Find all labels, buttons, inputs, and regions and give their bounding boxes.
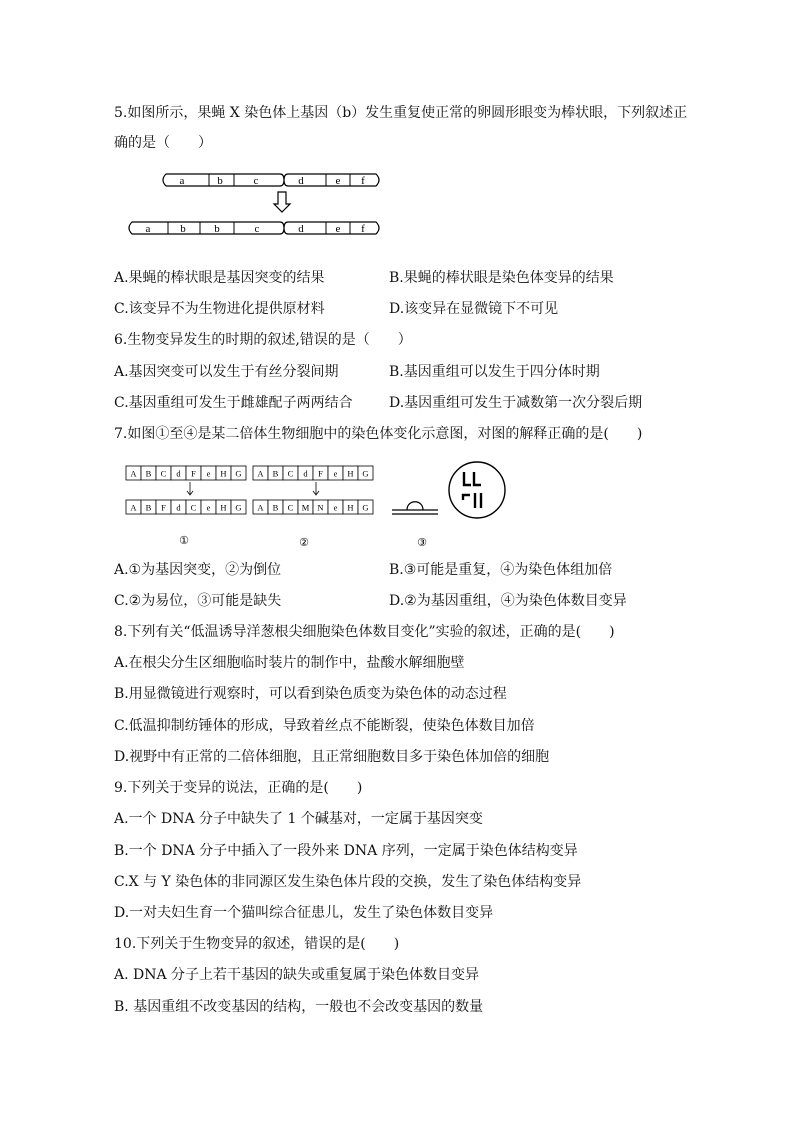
- q7-fig1-top-row: [126, 466, 246, 480]
- q7-fig1-bottom-box-label: G: [235, 502, 242, 513]
- q7-fig2-bottom-box-label: e: [333, 502, 338, 513]
- q7-fig1-top-box-label: C: [160, 468, 167, 479]
- q5-chromosome-figure: [120, 166, 385, 240]
- q7-fig1-top-box-label: e: [206, 468, 211, 479]
- q8-option-a: A.在根尖分生区细胞临时装片的制作中，盐酸水解细胞壁: [114, 655, 465, 671]
- q7-figure: [120, 458, 515, 548]
- q6-option-a: A.基因突变可以发生于有丝分裂间期: [114, 364, 339, 380]
- q10-option-a: A. DNA 分子上若干基因的缺失或重复属于染色体数目变异: [114, 967, 480, 983]
- q7-fig2-top-box-label: G: [362, 468, 369, 479]
- q9-option-a: A.一个 DNA 分子中缺失了 1 个碱基对，一定属于基因突变: [114, 811, 483, 827]
- q7-fig2-arrow: [313, 482, 319, 495]
- q6-stem: 6.生物变异发生的时期的叙述,错误的是（ ）: [114, 332, 412, 348]
- q5-bottom-gene-b1: b: [180, 223, 186, 235]
- q7-fig2-bottom-box-label: N: [317, 502, 324, 513]
- q9-stem: 9.下列关于变异的说法，正确的是( ): [114, 780, 363, 796]
- q5-option-a: A.果蝇的棒状眼是基因突变的结果: [114, 270, 325, 286]
- q7-fig2-top-box-label: F: [318, 468, 323, 479]
- q7-label-3: ③: [417, 537, 427, 548]
- q5-bottom-gene-f: f: [361, 223, 365, 235]
- q7-fig3-loop-diagram: [392, 502, 438, 514]
- q7-fig2-top-box-label: B: [272, 468, 279, 479]
- q5-top-gene-a: a: [179, 175, 185, 187]
- q9-option-d: D.一对夫妇生育一个猫叫综合征患儿，发生了染色体数目变异: [114, 905, 494, 921]
- q5-bottom-gene-d: d: [298, 223, 304, 235]
- q7-fig1-bottom-box-label: A: [130, 502, 137, 513]
- q7-fig2-bottom-row: [253, 500, 373, 514]
- q5-bottom-gene-a: a: [145, 223, 151, 235]
- q10-option-b: B. 基因重组不改变基因的结构，一般也不会改变基因的数量: [114, 999, 484, 1015]
- q6-option-d: D.基因重组可发生于减数第一次分裂后期: [389, 395, 643, 411]
- q7-stem: 7.如图①至④是某二倍体生物细胞中的染色体变化示意图，对图的解释正确的是( ): [114, 426, 643, 442]
- q7-fig2-bottom-box-label: M: [301, 502, 310, 513]
- q6-option-c: C.基因重组可发生于雌雄配子两两结合: [114, 395, 353, 411]
- q5-option-d: D.该变异在显微镜下不可见: [389, 301, 559, 317]
- q5-bottom-gene-c: c: [254, 223, 260, 235]
- q7-fig1-arrow: [187, 482, 193, 495]
- q5-top-chromosome: [163, 174, 379, 187]
- q7-fig1-bottom-box-label: C: [190, 502, 197, 513]
- q8-stem: 8.下列有关“低温诱导洋葱根尖细胞染色体数目变化”实验的叙述，正确的是( ): [114, 624, 615, 640]
- q7-fig2-top-box-label: H: [347, 468, 354, 479]
- q7-option-c: C.②为易位，③可能是缺失: [114, 593, 282, 609]
- q5-stem-line1: 5.如图所示，果蝇 X 染色体上基因（b）发生重复使正常的卵圆形眼变为棒状眼，下列叙述正: [114, 105, 688, 121]
- q5-option-b: B.果蝇的棒状眼是染色体变异的结果: [389, 270, 614, 286]
- q7-option-b: B.③可能是重复，④为染色体组加倍: [389, 562, 613, 578]
- q5-top-gene-d: d: [298, 175, 304, 187]
- q5-option-c: C.该变异不为生物进化提供原材料: [114, 301, 325, 317]
- q7-fig1-bottom-box-label: F: [161, 502, 166, 513]
- q8-option-b: B.用显微镜进行观察时，可以看到染色质变为染色体的动态过程: [114, 686, 507, 702]
- q7-fig2-top-box-label: d: [303, 468, 308, 479]
- q7-fig2-bottom-box-label: A: [257, 502, 264, 513]
- q8-option-c: C.低温抑制纺锤体的形成，导致着丝点不能断裂，使染色体数目加倍: [114, 718, 535, 734]
- q7-fig1-bottom-box-label: H: [220, 502, 227, 513]
- q7-fig1-top-box-label: G: [235, 468, 242, 479]
- q7-fig1-top-box-label: B: [145, 468, 152, 479]
- q7-label-1: ①: [179, 535, 189, 547]
- q7-fig2-bottom-box-label: B: [272, 502, 279, 513]
- q9-option-b: B.一个 DNA 分子中插入了一段外来 DNA 序列，一定属于染色体结构变异: [114, 843, 578, 859]
- q7-fig2-top-row: [253, 466, 373, 480]
- q7-fig2-bottom-box-label: G: [362, 502, 369, 513]
- q7-fig1-top-box-label: F: [191, 468, 196, 479]
- down-arrow-icon: [274, 192, 290, 212]
- q7-fig2-bottom-box-label: H: [347, 502, 354, 513]
- q7-fig4-cell-diagram: [449, 462, 505, 518]
- q7-fig1-top-box-label: A: [130, 468, 137, 479]
- q8-option-d: D.视野中有正常的二倍体细胞，且正常细胞数目多于染色体加倍的细胞: [114, 749, 550, 765]
- q7-fig1-top-box-label: H: [220, 468, 227, 479]
- q5-stem-line2: 确的是（ ）: [114, 135, 212, 151]
- q7-fig1-top-box-label: d: [176, 468, 181, 479]
- q7-fig2-top-box-label: A: [257, 468, 264, 479]
- q10-stem: 10.下列关于生物变异的叙述，错误的是( ): [114, 936, 400, 952]
- q7-label-2: ②: [299, 537, 309, 548]
- q5-bottom-gene-b2: b: [214, 223, 220, 235]
- q7-fig2-top-box-label: e: [333, 468, 338, 479]
- q7-fig1-bottom-box-label: d: [176, 502, 181, 513]
- q5-top-gene-f: f: [361, 175, 365, 187]
- q9-option-c: C.X 与 Y 染色体的非同源区发生染色体片段的交换，发生了染色体结构变异: [114, 874, 582, 890]
- q5-bottom-gene-e: e: [335, 223, 341, 235]
- q6-option-b: B.基因重组可以发生于四分体时期: [389, 364, 600, 380]
- q7-fig2-bottom-box-label: C: [287, 502, 294, 513]
- q7-fig1-bottom-box-label: e: [206, 502, 211, 513]
- q7-option-d: D.②为基因重组，④为染色体数目变异: [389, 593, 627, 609]
- q5-bottom-chromosome: [129, 222, 379, 235]
- q7-fig1-bottom-row: [126, 500, 246, 514]
- q5-top-gene-b: b: [217, 175, 223, 187]
- q7-fig2-top-box-label: C: [287, 468, 294, 479]
- q5-top-gene-e: e: [335, 175, 341, 187]
- q5-top-gene-c: c: [253, 175, 259, 187]
- q7-option-a: A.①为基因突变，②为倒位: [114, 562, 282, 578]
- q7-fig1-bottom-box-label: B: [145, 502, 152, 513]
